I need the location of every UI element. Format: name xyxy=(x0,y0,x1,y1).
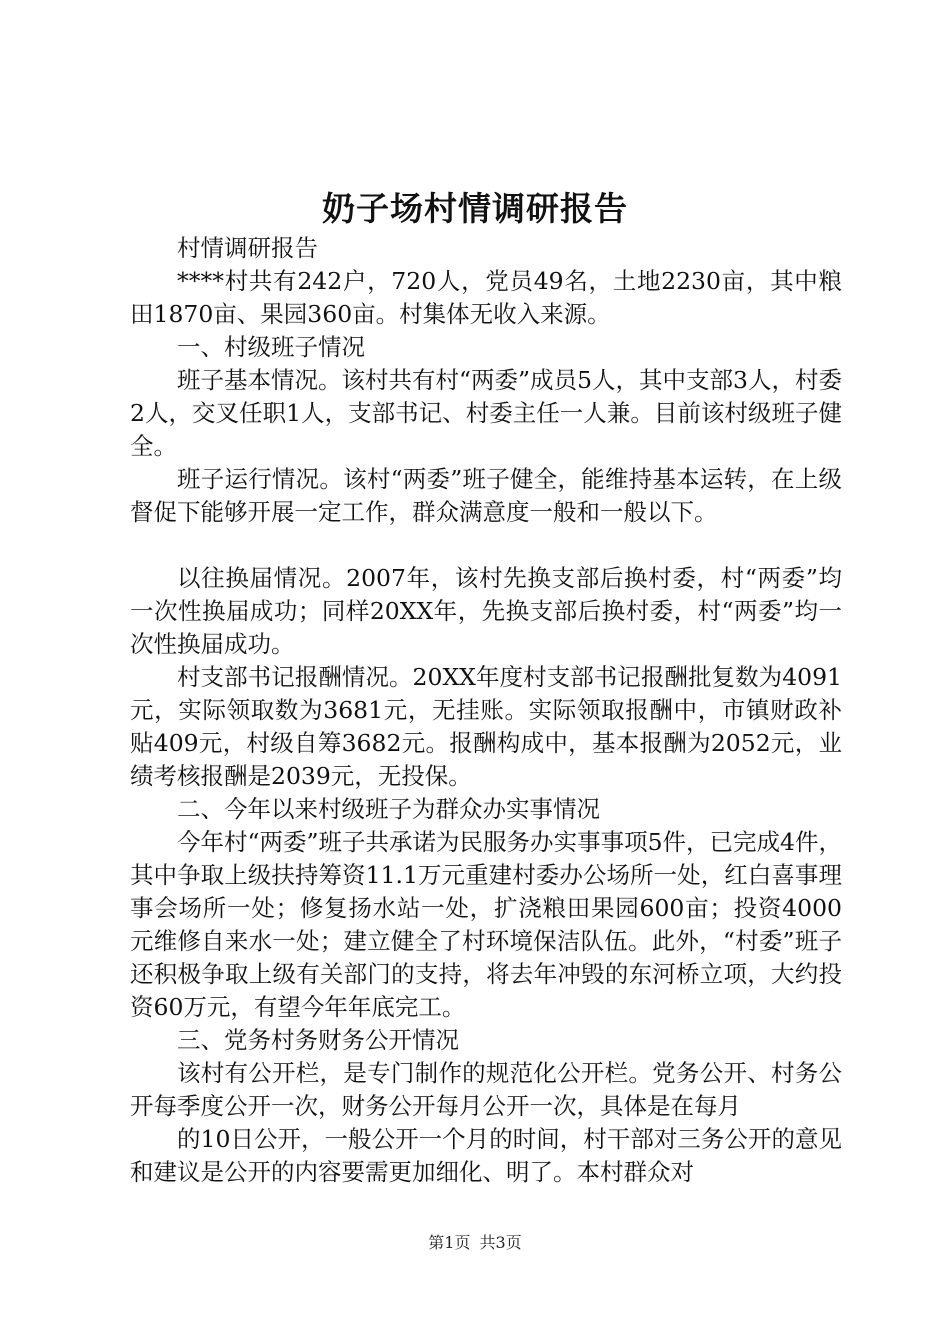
document-body xyxy=(130,232,842,1189)
paragraph-subtitle: 村情调研报告 xyxy=(177,234,318,262)
paragraph-public-board: 该村有公开栏，是专门制作的规范化公开栏。党务公开、村务公开每季度公开一次，财务公开每月公开一次，具体是在每月 xyxy=(130,1059,842,1120)
paragraph-disclosure-timing: 的10日公开，一般公开一个月的时间，村干部对三务公开的意见和建议是公开的内容要需更加细化、明了。本村群众对 xyxy=(130,1125,842,1186)
section-heading-1: 一、村级班子情况 xyxy=(177,333,365,361)
document-title: 奶子场村情调研报告 xyxy=(322,189,628,228)
paragraph-village-overview: ****村共有242户，720人，党员49名，土地2230亩，其中粮田1870亩、果园360亩。村集体无收入来源。 xyxy=(130,267,842,328)
paragraph-team-operation: 班子运行情况。该村“两委”班子健全，能维持基本运转，在上级督促下能够开展一定工作，群众满意度一般和一般以下。 xyxy=(130,465,842,526)
page-number: 第1页 xyxy=(428,1233,471,1252)
page-footer xyxy=(0,1232,950,1254)
paragraph-practical-matters: 今年村“两委”班子共承诺为民服务办实事事项5件，已完成4件，其中争取上级扶持筹资11.1万元重建村委办公场所一处，红白喜事理事会场所一处；修复扬水站一处，扩浇粮田果园600亩；投资4000元维修自来水一处；建立健全了村环境保洁队伍。此外，“村委”班子还积极争取上级有关部门的支持，将去年冲毁的东河桥立项，大约投资60万元，有望今年年底完工。 xyxy=(130,828,842,1021)
page-total: 共3页 xyxy=(479,1233,522,1252)
paragraph-past-elections: 以往换届情况。2007年，该村先换支部后换村委，村“两委”均一次性换届成功；同样20XX年，先换支部后换村委，村“两委”均一次性换届成功。 xyxy=(130,564,842,658)
section-heading-3: 三、党务村务财务公开情况 xyxy=(177,1026,459,1054)
section-heading-2: 二、今年以来村级班子为群众办实事情况 xyxy=(177,795,600,823)
paragraph-secretary-pay: 村支部书记报酬情况。20XX年度村支部书记报酬批复数为4091元，实际领取数为3681元，无挂账。实际领取报酬中，市镇财政补贴409元，村级自筹3682元。报酬构成中，基本报酬为2052元，业绩考核报酬是2039元，无投保。 xyxy=(130,663,842,790)
paragraph-team-basics: 班子基本情况。该村共有村“两委”成员5人，其中支部3人，村委2人，交叉任职1人，支部书记、村委主任一人兼。目前该村级班子健全。 xyxy=(130,366,842,460)
